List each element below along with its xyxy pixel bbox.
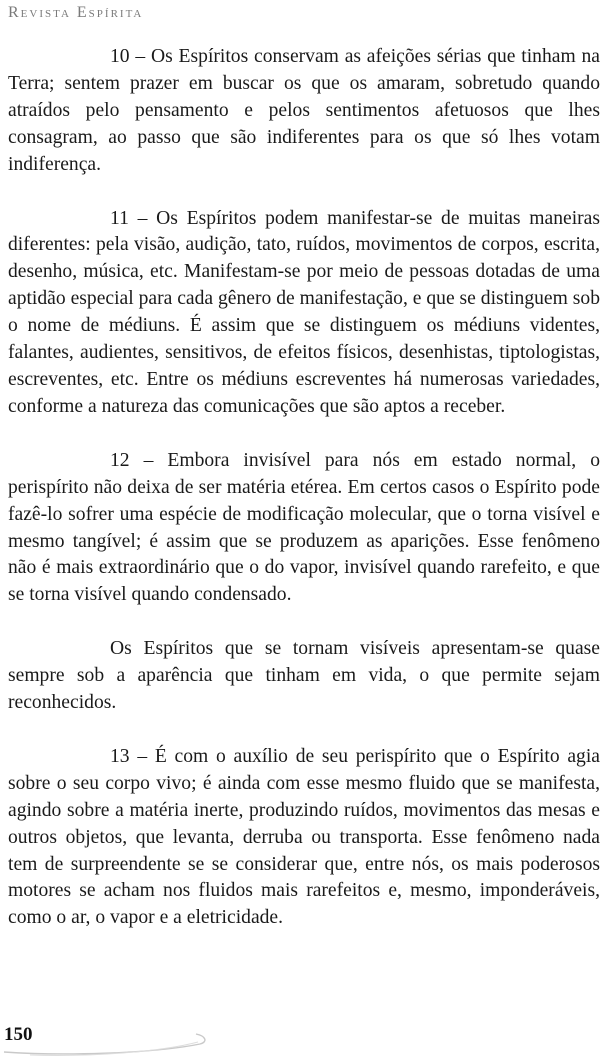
paragraph-item-12: 12 – Embora invisível para nós em estado normal, o perispírito não deixa de ser matéria etérea. Em certos casos o Espírito pode fazê-lo sofrer uma espécie de modificação molecular, que o torna visível e mesmo tangível; é assim que se produzem as aparições. Esse fenômeno não é mais extraordinário que o do vapor, invisível quando rarefeito, e que se torna visível quando condensado.: [8, 449, 600, 606]
footer-swoosh-ornament: [0, 1022, 220, 1057]
paragraph-item-10: 10 – Os Espíritos conservam as afeições sérias que tinham na Terra; sentem prazer em buscar os que os amaram, sobretudo quando atraídos pelo pensamento e pelos sentimentos afetuosos que lhes consagram, ao passo que são indiferentes para os que só lhes votam indiferença.: [8, 46, 600, 175]
paragraph-item-11: 11 – Os Espíritos podem manifestar-se de muitas maneiras diferentes: pela visão, audição, tato, ruídos, movimentos de corpos, escrita, desenho, música, etc. Manifestam-se por meio de pessoas dotadas de uma aptidão especial para cada gênero de manifestação, e que se distinguem sob o nome de médiuns. É assim que se distinguem os médiuns videntes, falantes, audientes, sensitivos, de efeitos físicos, desenhistas, tiptologistas, escreventes, etc. Entre os médiuns escreventes há numerosas variedades, conforme a natureza das comunicações que são aptos a receber.: [8, 207, 600, 417]
page-number: 150: [4, 1024, 33, 1045]
page-body: [8, 44, 600, 932]
paragraph-apparitions: Os Espíritos que se tornam visíveis apresentam-se quase sempre sob a aparência que tinham em vida, o que permite sejam reconhecidos.: [8, 638, 600, 714]
paragraph-item-13: 13 – É com o auxílio de seu perispírito que o Espírito agia sobre o seu corpo vivo; é ainda com esse mesmo fluido que se manifesta, agindo sobre a matéria inerte, produzindo ruídos, movimentos das mesas e outros objetos, que levanta, derruba ou transporta. Esse fenômeno nada tem de surpreendente se se considerar que, entre nós, os mais poderosos motores se acham nos fluidos mais rarefeitos e, mesmo, imponderáveis, como o ar, o vapor e a eletricidade.: [8, 745, 600, 929]
running-header: Revista Espírita: [8, 4, 144, 21]
